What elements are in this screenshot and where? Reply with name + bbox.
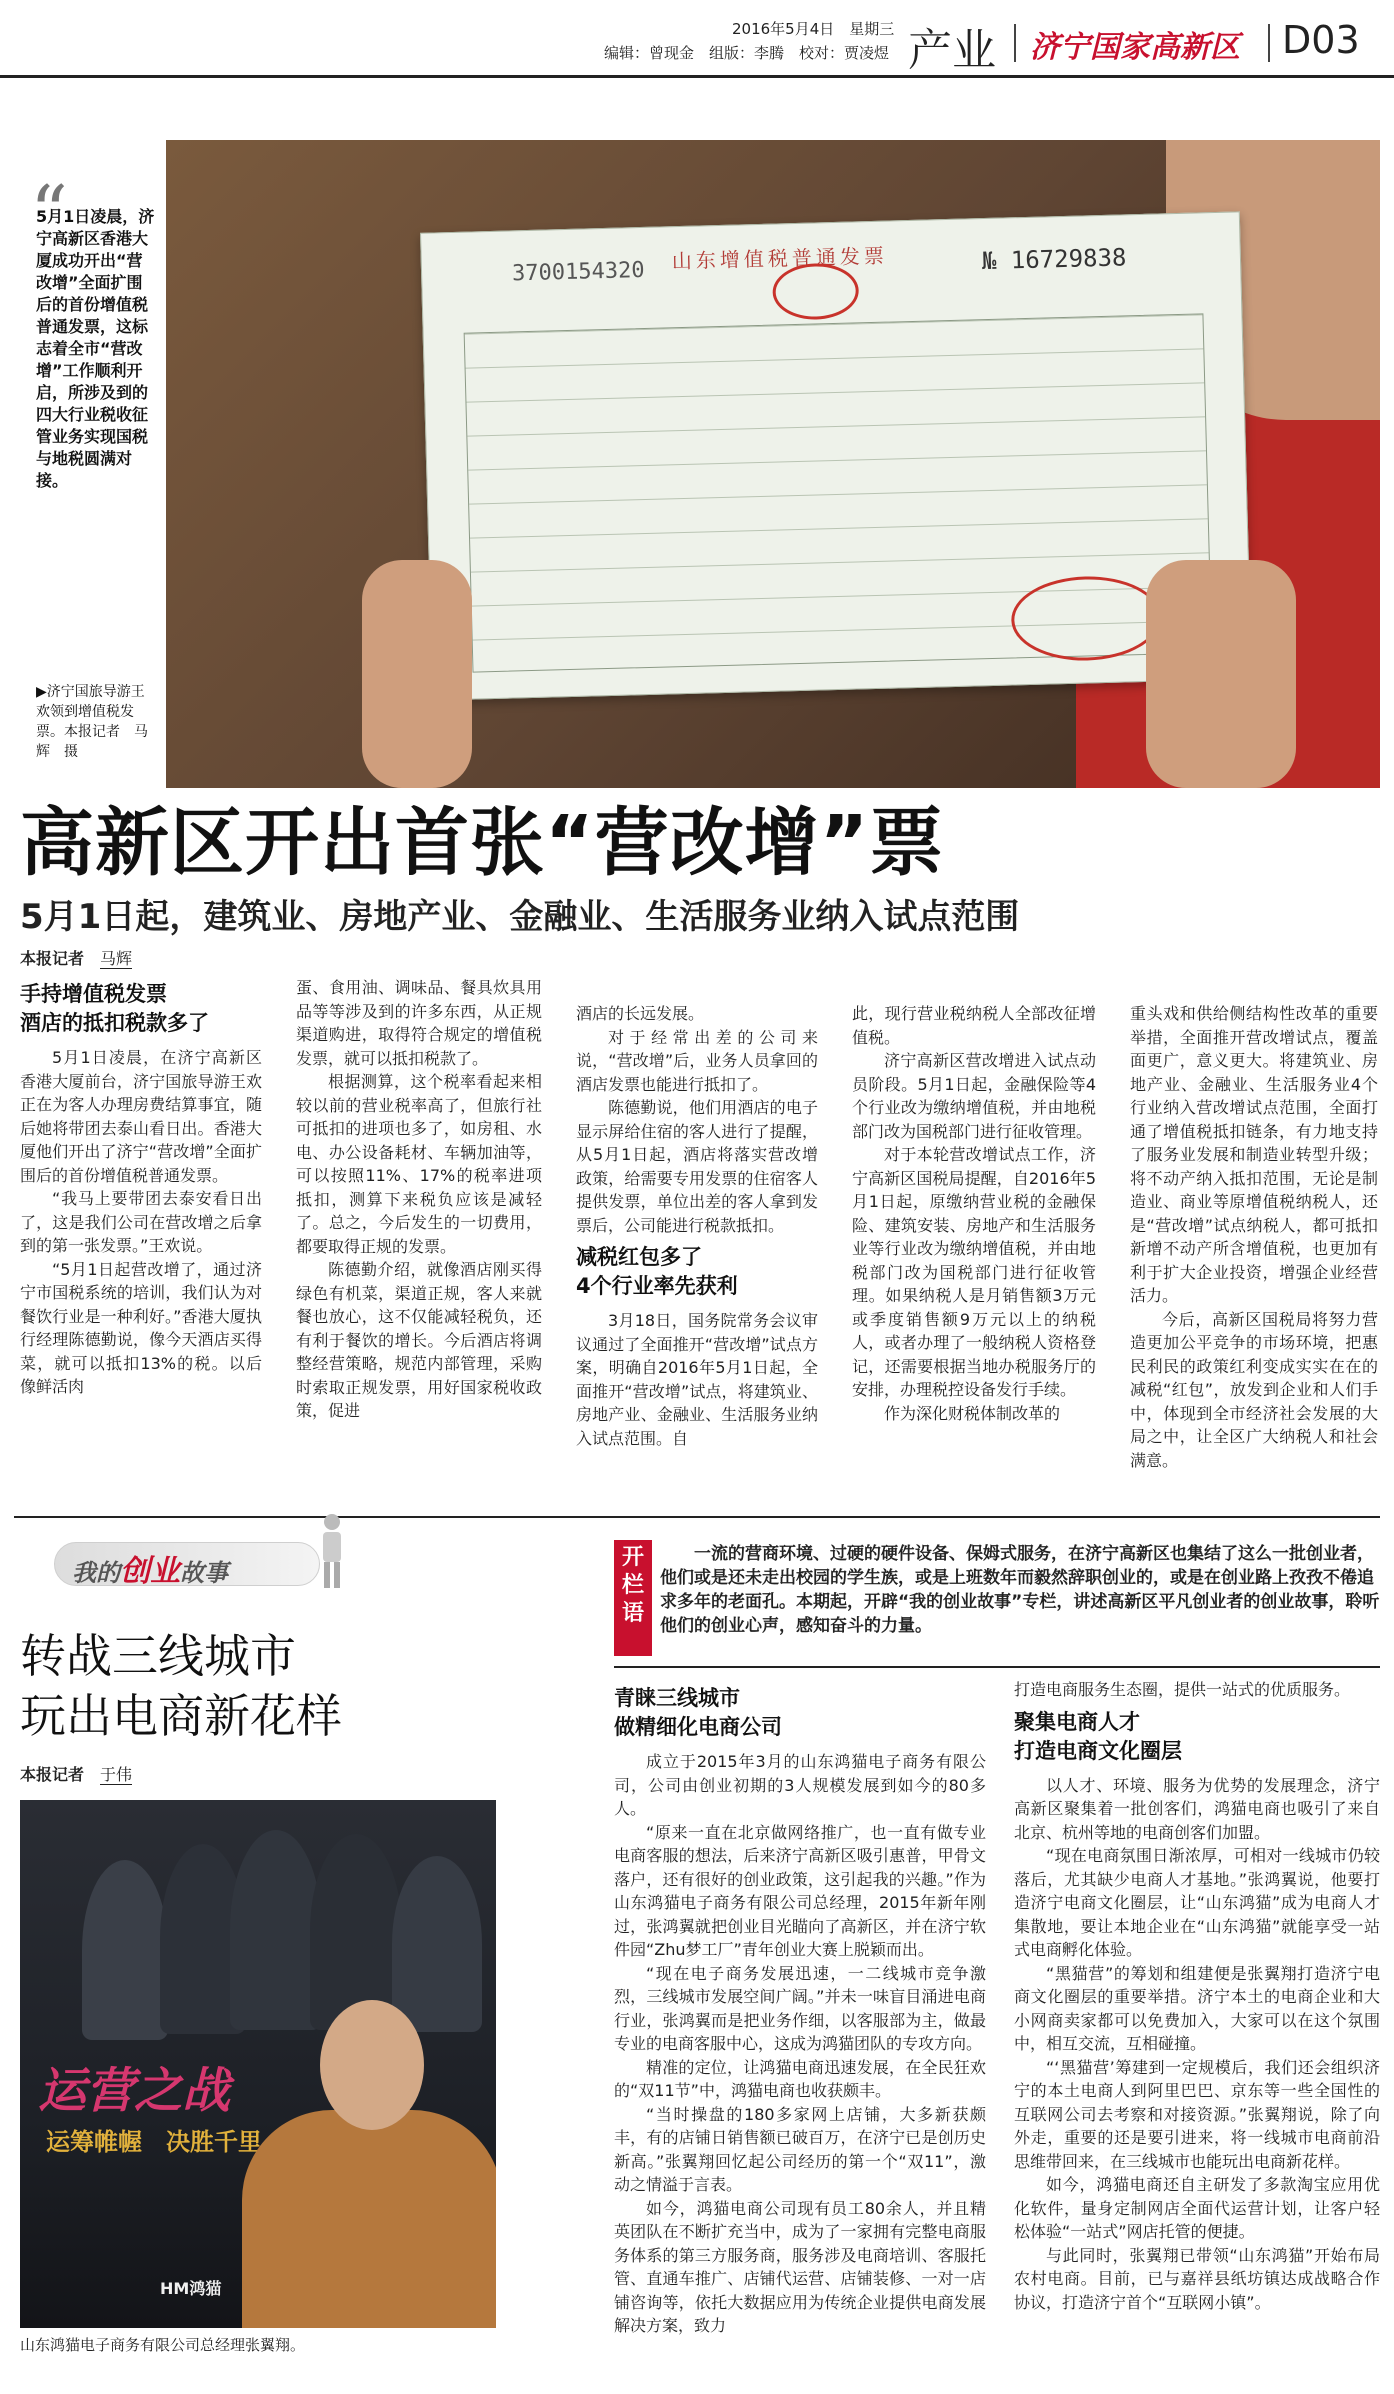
story2-byline: [20, 1762, 132, 1785]
background-person: [82, 1860, 168, 2040]
paragraph: “原来一直在北京做网络推广，也一直有做专业电商客服的想法，后来济宁高新区吸引惠普，甲骨文落户，还有很好的创业政策，这引起我的兴趣。”作为山东鸿猫电子商务有限公司总经理，2015年新年刚过，张鸿翼就把创业目光瞄向了高新区，并在济宁软件园“Zhu梦工厂”青年创业大赛上脱颖而出。: [614, 1822, 986, 1959]
band-text: 我的: [72, 1559, 120, 1587]
background-person: [230, 1830, 322, 2030]
paragraph: “5月1日起营改增了，通过济宁市国税系统的培训，我们认为对餐饮行业是一种利好。”香港大厦执行经理陈德勤说，像今天酒店买得菜，就可以抵扣13%的税。以后像鲜活肉: [20, 1259, 262, 1396]
paragraph: “‘黑猫营’筹建到一定规模后，我们还会组织济宁的本土电商人到阿里巴巴、京东等一些全国性的互联网公司去考察和对接资源。”张翼翔说，除了向外走，重要的还是要引进来，将一线城市电商前沿思维带回来，在三线城市也能玩出电商新花样。: [1014, 2057, 1380, 2171]
background-person: [392, 1856, 482, 2032]
invoice-seal: [772, 262, 859, 320]
poster-subtitle: 运筹帷幄 决胜千里: [46, 2128, 262, 2156]
band-highlight: 创业: [120, 1554, 180, 1589]
story2-headline: [20, 1626, 342, 1746]
quote-mark: “: [30, 170, 68, 256]
hand-right: [1146, 560, 1296, 788]
paragraph: 作为深化财税体制改革的: [884, 1403, 1061, 1423]
paragraph: 此，现行营业税纳税人全部改征增值税。: [852, 1004, 1096, 1047]
invoice-number: № 16729838: [981, 243, 1127, 276]
byline: [20, 946, 132, 969]
article-column-4: [852, 1002, 1096, 1425]
article-column-2: [296, 976, 542, 1423]
paragraph: 酒店的长远发展。: [576, 1004, 705, 1023]
paragraph: 重头戏和供给侧结构性改革的重要举措，全面推开营改增试点，覆盖面更广，意义更大。将建筑业、房地产业、金融业、生活服务业4个行业纳入营改增试点范围，全面打通了增值税抵扣链条，有力地支持了服务业发展和制造业转型升级；将不动产纳入抵扣范围，无论是制造业、商业等原增值税纳税人，还是“营改增”试点纳税人，都可抵扣新增不动产所含增值税，也更加有利于扩大企业投资，增强企业经营活力。: [1130, 1004, 1378, 1305]
editor-credits: 编辑：曾现金 组版：李腾 校对：贾凌煜: [604, 44, 890, 62]
speaker-head: [320, 2000, 424, 2130]
story2-column-b: [1014, 1678, 1380, 2314]
paragraph: 3月18日，国务院常务会议审议通过了全面推开“营改增”试点方案，明确自2016年5月1日起，全面推开“营改增”试点，将建筑业、房地产业、金融业、生活服务业纳入试点范围。自: [576, 1311, 818, 1448]
sub-headline: 5月1日起，建筑业、房地产业、金融业、生活服务业纳入试点范围: [20, 897, 1020, 937]
byline-prefix: 本报记者: [20, 1765, 101, 1784]
issue-date: 2016年5月4日 星期三: [732, 20, 895, 38]
article-column-5: [1130, 1002, 1378, 1472]
paragraph: 以人才、环境、服务为优势的发展理念，济宁高新区聚集着一批创客们，鸿猫电商也吸引了来自北京、杭州等地的电商创客们加盟。: [1014, 1775, 1380, 1842]
paragraph: 如今，鸿猫电商公司现有员工80余人，并且精英团队在不断扩充当中，成为了一家拥有完整电商服务体系的第三方服务商，服务涉及电商培训、客服托管、直通车推广、店铺代运营、店铺装修、一对一店铺咨询等，依托大数据应用为传统企业提供电商发展解决方案，致力: [614, 2198, 986, 2335]
paragraph: 对于本轮营改增试点工作，济宁高新区国税局提醒，自2016年5月1日起，原缴纳营业税的金融保险、建筑安装、房地产和生活服务业等行业改为缴纳增值税，并由地税部门改为国税部门进行征收管理。如果纳税人是月销售额3万元或季度销售额9万元以上的纳税人，或者办理了一般纳税人资格登记，还需要根据当地办税服务厅的安排，办理税控设备发行手续。: [852, 1145, 1096, 1399]
paragraph: 精准的定位，让鸿猫电商迅速发展，在全民狂欢的“双11节”中，鸿猫电商也收获颇丰。: [614, 2057, 986, 2100]
section-heading: 酒店的抵扣税款多了: [20, 1011, 209, 1035]
hand-left: [362, 560, 472, 788]
intro-divider: [614, 1666, 1380, 1668]
section-heading: 青睐三线城市: [614, 1686, 740, 1710]
brand-title: 济宁国家高新区: [1030, 30, 1240, 65]
invoice-document: [420, 211, 1252, 700]
column-intro: 一流的营商环境、过硬的硬件设备、保姆式服务，在济宁高新区也集结了这么一批创业者，他们或是还未走出校园的学生族，或是上班数年而毅然辞职创业的，或是在创业路上孜孜不倦追求多年的老面孔。本期起，开辟“我的创业故事”专栏，讲述高新区平凡创业者的创业故事，聆听他们的创业心声，感知奋斗的力量。: [660, 1544, 1380, 1636]
byline-name: 马辉: [100, 949, 133, 968]
band-text: 故事: [180, 1559, 228, 1587]
page-header: [0, 0, 1394, 78]
paragraph: 根据测算，这个税率看起来相较以前的营业税率高了，但旅行社可抵扣的进项也多了，如房租、水电、办公设备耗材、车辆加油等，可以按照11%、17%的税率进项抵扣，测算下来税负应该是减轻了。总之，今后发生的一切费用，都要取得正规的发票。: [296, 1072, 542, 1256]
figure-icon: [314, 1512, 350, 1590]
paragraph: 蛋、食用油、调味品、餐具炊具用品等等涉及到的许多东西，从正规渠道购进，取得符合规定的增值税发票，就可以抵扣税款了。: [296, 978, 542, 1068]
column-intro-tag: 开栏语: [614, 1540, 652, 1656]
background-person: [310, 1834, 402, 2030]
section-heading: 做精细化电商公司: [614, 1715, 782, 1739]
paragraph: 今后，高新区国税局将努力营造更加公平竞争的市场环境，把惠民利民的政策红利变成实实在在的减税“红包”，放发到企业和人们手中，体现到全市经济社会发展的大局之中，让全区广大纳税人和社会满意。: [1130, 1309, 1378, 1470]
header-divider: [1014, 24, 1016, 62]
invoice-code: 3700154320: [511, 257, 645, 287]
photo2-caption: 山东鸿猫电子商务有限公司总经理张翼翔。: [20, 2336, 306, 2354]
paragraph: 济宁高新区营改增进入试点动员阶段。5月1日起，金融保险等4个行业改为缴纳增值税，并由地税部门改为国税部门进行征收管理。: [852, 1051, 1096, 1141]
page-number: D03: [1282, 18, 1360, 62]
paragraph: 与此同时，张翼翔已带领“山东鸿猫”开始布局农村电商。目前，已与嘉祥县纸坊镇达成战略合作协议，打造济宁首个“互联网小镇”。: [1014, 2245, 1380, 2312]
paragraph: “现在电商氛围日渐浓厚，可相对一线城市仍较落后，尤其缺少电商人才基地。”张鸿翼说，他要打造济宁电商文化圈层，让“山东鸿猫”成为电商人才集散地，要让本地企业在“山东鸿猫”就能享受一站式电商孵化体验。: [1014, 1846, 1380, 1959]
section-heading: 4个行业率先获利: [576, 1274, 738, 1298]
paragraph: 5月1日凌晨，在济宁高新区香港大厦前台，济宁国旅导游王欢正在为客人办理房费结算事宜，随后她将带团去泰山看日出。香港大厦他们开出了济宁“营改增”全面扩围后的首份增值税普通发票。: [20, 1048, 262, 1185]
paragraph: “我马上要带团去泰安看日出了，这是我们公司在营改增之后拿到的第一张发票。”王欢说。: [20, 1189, 262, 1255]
headline-line: 转战三线城市: [20, 1629, 296, 1683]
section-heading: 减税红包多了: [576, 1245, 702, 1269]
section-heading: 聚集电商人才: [1014, 1709, 1140, 1734]
paragraph: “当时操盘的180多家网上店铺，大多新获颇丰，有的店铺日销售额已破百万，在济宁已是创历史新高。”张翼翔回忆起公司经历的第一个“双11”，激动之情溢于言表。: [614, 2104, 986, 2194]
paragraph: 对于经常出差的公司来说，“营改增”后，业务人员拿回的酒店发票也能进行抵扣了。: [576, 1027, 818, 1094]
header-divider: [1268, 24, 1270, 62]
paragraph: 打造电商服务生态圈，提供一站式的优质服务。: [1014, 1680, 1351, 1699]
poster-title: 运营之战: [38, 2063, 231, 2119]
section-heading: 手持增值税发票: [20, 982, 167, 1006]
paragraph: “黑猫营”的筹划和组建便是张翼翔打造济宁电商文化圈层的重要举措。济宁本土的电商企业和大小网商卖家都可以免费加入，大家可以在这个氛围中，相互交流，互相碰撞。: [1014, 1963, 1380, 2053]
invoice-photo: [166, 140, 1380, 788]
article-column-3: [576, 1002, 818, 1450]
entrepreneur-photo: [20, 1800, 496, 2328]
story2-column-a: [614, 1678, 986, 2338]
band-title: [72, 1546, 228, 1590]
section-name: 产业: [908, 25, 996, 76]
section-heading: 打造电商文化圈层: [1014, 1738, 1182, 1763]
lead-quote: 5月1日凌晨，济宁高新区香港大厦成功开出“营改增”全面扩围后的首份增值税普通发票，这标志着全市“营改增”工作顺利开启，所涉及到的四大行业税收征管业务实现国税与地税圆满对接。: [36, 207, 155, 490]
main-headline: 高新区开出首张“营改增”票: [20, 800, 945, 886]
paragraph: “现在电子商务发展迅速，一二线城市竞争激烈，三线城市发展空间广阔。”并未一味盲目涌进电商行业，张鸿翼而是把业务作细，以客服部为主，做最专业的电商客服中心，这成为鸿猫团队的专攻方向。: [614, 1963, 986, 2053]
paragraph: 成立于2015年3月的山东鸿猫电子商务有限公司，公司由创业初期的3人规模发展到如今的80多人。: [614, 1752, 986, 1818]
headline-line: 玩出电商新花样: [20, 1689, 342, 1743]
invoice-title: 山东增值税普通发票: [671, 243, 889, 274]
company-logo: HM鸿猫: [160, 2279, 222, 2298]
section-divider: [14, 1516, 1380, 1518]
paragraph: 如今，鸿猫电商还自主研发了多款淘宝应用优化软件，量身定制网店全面代运营计划，让客户轻松体验“一站式”网店托管的便捷。: [1014, 2175, 1380, 2241]
column-band: [14, 1528, 364, 1598]
paragraph: 陈德勤说，他们用酒店的电子显示屏给住宿的客人进行了提醒，从5月1日起，酒店将落实营改增政策，给需要专用发票的住宿客人提供发票，单位出差的客人拿到发票后，公司能进行税款抵扣。: [576, 1098, 818, 1235]
article-column-1: [20, 974, 262, 1399]
photo-caption: ▶济宁国旅导游王欢领到增值税发票。本报记者 马辉 摄: [36, 684, 148, 760]
speaker-body: [242, 2110, 496, 2328]
byline-prefix: 本报记者: [20, 949, 101, 968]
byline-name: 于伟: [100, 1765, 133, 1784]
paragraph: 陈德勤介绍，就像酒店刚买得绿色有机菜，渠道正规，客人来就餐也放心，这不仅能减轻税负，还有利于餐饮的增长。今后酒店将调整经营策略，规范内部管理，采购时索取正规发票，用好国家税收政策，促进: [296, 1260, 542, 1420]
